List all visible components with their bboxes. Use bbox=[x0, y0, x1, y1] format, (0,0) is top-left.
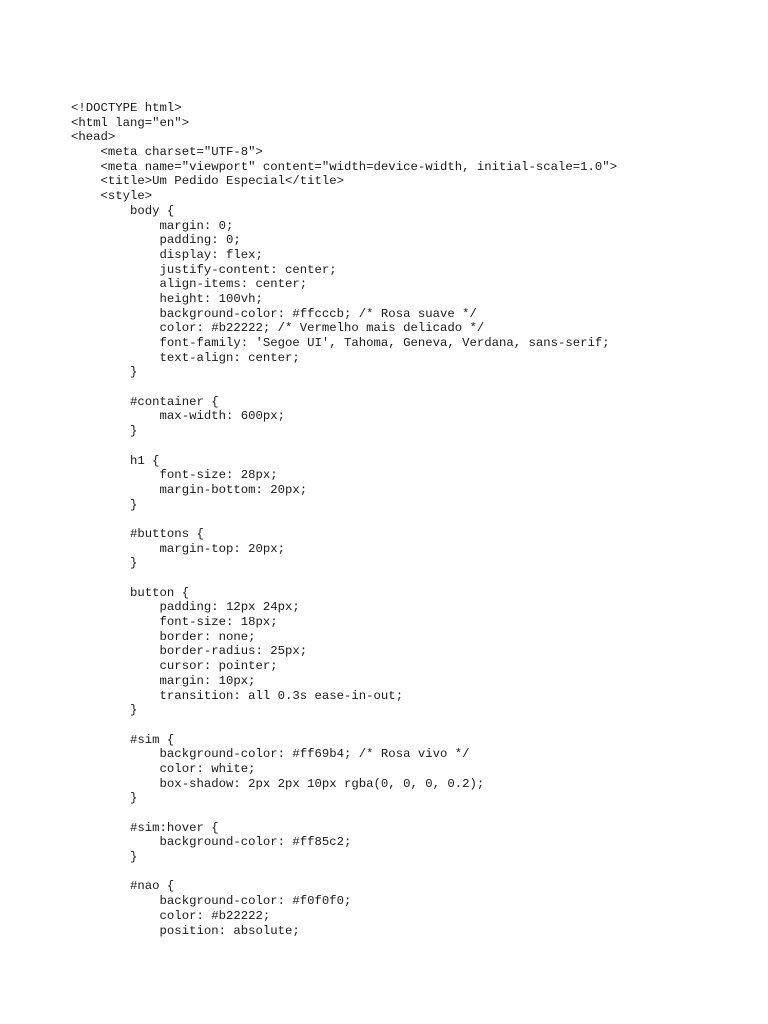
code-line: margin-top: 20px; bbox=[71, 541, 286, 556]
code-line: cursor: pointer; bbox=[71, 659, 278, 674]
code-line: } bbox=[71, 850, 138, 865]
code-line: margin: 0; bbox=[71, 218, 234, 233]
code-line bbox=[71, 380, 751, 395]
code-line: margin: 10px; bbox=[71, 673, 256, 688]
code-line: h1 { bbox=[71, 453, 160, 468]
code-line: text-align: center; bbox=[71, 350, 300, 365]
code-line: #sim:hover { bbox=[71, 820, 219, 835]
code-line: transition: all 0.3s ease-in-out; bbox=[71, 688, 404, 703]
code-line: font-size: 18px; bbox=[71, 615, 278, 630]
code-line: <style> bbox=[71, 189, 153, 204]
code-line: #buttons { bbox=[71, 526, 204, 541]
code-line bbox=[71, 439, 751, 454]
code-line: font-size: 28px; bbox=[71, 468, 278, 483]
code-listing bbox=[71, 101, 751, 938]
code-line: #sim { bbox=[71, 732, 175, 747]
code-line: } bbox=[71, 365, 138, 380]
code-line: <!DOCTYPE html> bbox=[71, 101, 182, 115]
code-line: } bbox=[71, 703, 138, 718]
code-line: body { bbox=[71, 203, 175, 218]
code-line bbox=[71, 571, 751, 586]
code-line: button { bbox=[71, 585, 190, 600]
code-line: justify-content: center; bbox=[71, 262, 337, 277]
code-line: align-items: center; bbox=[71, 277, 308, 292]
code-line: color: #b22222; bbox=[71, 908, 271, 923]
code-line: } bbox=[71, 556, 138, 571]
code-line: <head> bbox=[71, 130, 116, 145]
code-line: display: flex; bbox=[71, 247, 263, 262]
code-line bbox=[71, 718, 751, 733]
code-line: border: none; bbox=[71, 629, 256, 644]
code-line: #container { bbox=[71, 394, 219, 409]
code-line: border-radius: 25px; bbox=[71, 644, 308, 659]
code-line: <html lang="en"> bbox=[71, 115, 190, 130]
code-line: } bbox=[71, 497, 138, 512]
code-line: margin-bottom: 20px; bbox=[71, 482, 308, 497]
code-line: height: 100vh; bbox=[71, 291, 263, 306]
code-line: color: white; bbox=[71, 761, 256, 776]
code-line bbox=[71, 512, 751, 527]
code-line: <meta name="viewport" content="width=device-width, initial-scale=1.0"> bbox=[71, 159, 618, 174]
code-line: max-width: 600px; bbox=[71, 409, 286, 424]
code-line: box-shadow: 2px 2px 10px rgba(0, 0, 0, 0.2); bbox=[71, 776, 485, 791]
code-line: padding: 0; bbox=[71, 233, 241, 248]
code-line: <title>Um Pedido Especial</title> bbox=[71, 174, 345, 189]
code-line: position: absolute; bbox=[71, 923, 300, 938]
code-line: } bbox=[71, 791, 138, 806]
code-line: background-color: #ff69b4; /* Rosa vivo */ bbox=[71, 747, 470, 762]
code-line: <meta charset="UTF-8"> bbox=[71, 145, 263, 160]
code-line: } bbox=[71, 424, 138, 439]
code-line: padding: 12px 24px; bbox=[71, 600, 300, 615]
code-line: background-color: #ffcccb; /* Rosa suave */ bbox=[71, 306, 477, 321]
code-line: #nao { bbox=[71, 879, 175, 894]
code-line: background-color: #ff85c2; bbox=[71, 835, 352, 850]
code-line bbox=[71, 806, 751, 821]
code-line bbox=[71, 865, 751, 880]
code-line: background-color: #f0f0f0; bbox=[71, 894, 352, 909]
code-line: color: #b22222; /* Vermelho mais delicado */ bbox=[71, 321, 485, 336]
code-line: font-family: 'Segoe UI', Tahoma, Geneva, Verdana, sans-serif; bbox=[71, 336, 610, 350]
